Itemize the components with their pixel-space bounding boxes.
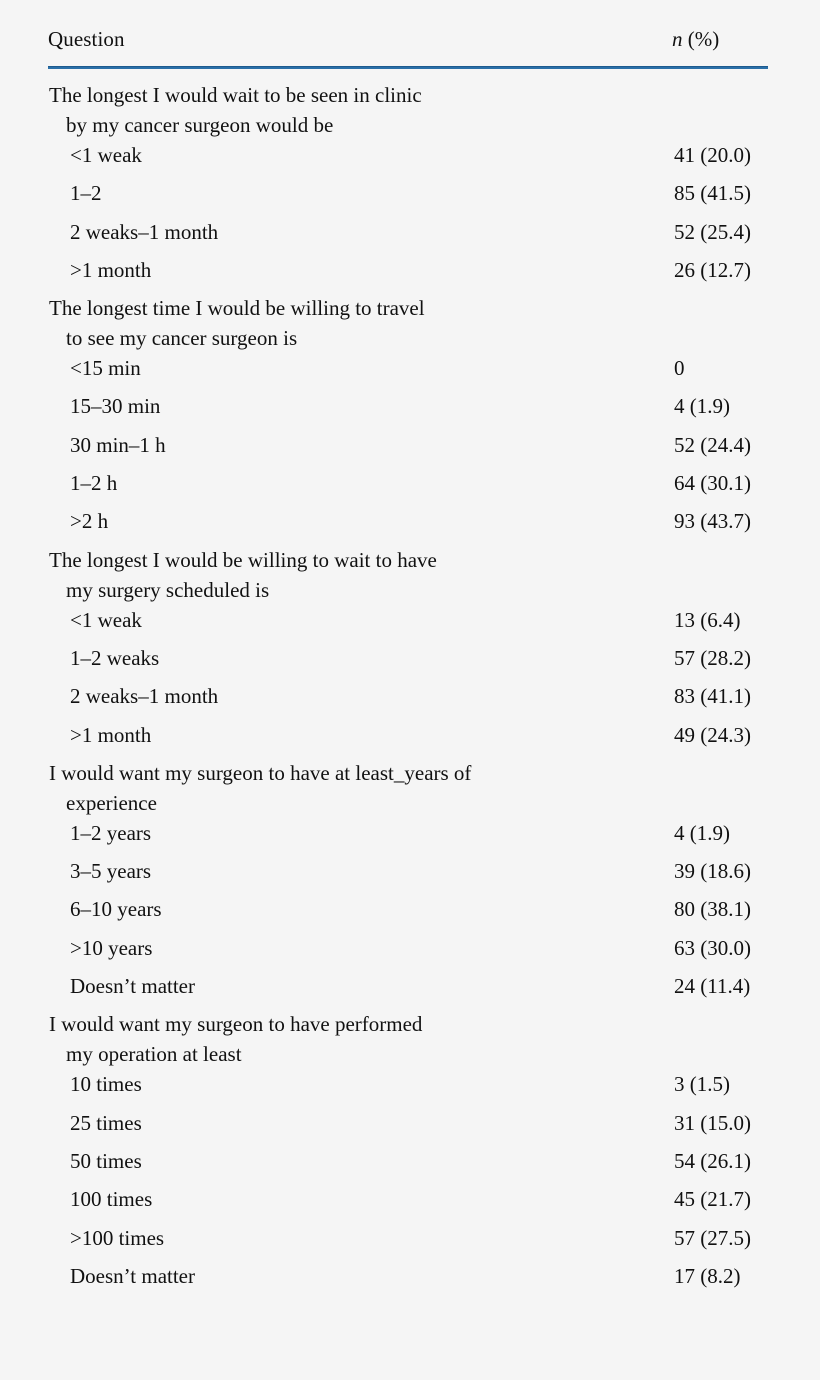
answer-option-label: 3–5 years: [70, 859, 152, 884]
answer-option-label: 10 times: [70, 1072, 142, 1097]
table-row: [48, 681, 770, 719]
table-row: [48, 1069, 770, 1107]
table-row: [48, 506, 770, 544]
table-row: [48, 430, 770, 468]
question-line-primary: The longest I would wait to be seen in clinic: [49, 83, 422, 107]
answer-count-percent: 26 (12.7): [674, 257, 751, 282]
question-line-continuation: by my cancer surgeon would be: [66, 113, 334, 137]
table-row: [48, 1108, 770, 1146]
question-text: [49, 1009, 770, 1069]
question-line-continuation: my operation at least: [66, 1042, 242, 1067]
table-header-row: [48, 26, 770, 64]
answer-count-percent: 4 (1.9): [674, 394, 730, 419]
column-header-n-symbol: n: [672, 27, 683, 51]
question-line-primary: I would want my surgeon to have at least_years of: [49, 760, 472, 785]
question-line-continuation: my surgery scheduled is: [66, 577, 270, 602]
answer-option-label: 1–2: [70, 181, 102, 206]
table-row: [48, 720, 770, 758]
answer-count-percent: 49 (24.3): [674, 722, 751, 747]
column-header-percent-text: (%): [682, 27, 720, 51]
question-group: [48, 545, 770, 758]
answer-count-percent: 31 (15.0): [674, 1110, 751, 1135]
answer-count-percent: 17 (8.2): [674, 1263, 741, 1288]
answer-option-label: >1 month: [70, 257, 152, 282]
answer-option-label: Doesn’t matter: [70, 1263, 195, 1288]
question-line-primary: The longest I would be willing to wait to have: [49, 547, 437, 572]
table-row: [48, 1223, 770, 1261]
header-rule: [48, 66, 768, 69]
answer-option-label: 6–10 years: [70, 897, 162, 922]
answer-option-label: 15–30 min: [70, 394, 161, 419]
column-header-n-percent: [672, 26, 770, 52]
answer-option-label: 1–2 h: [70, 471, 118, 496]
answer-count-percent: 52 (24.4): [674, 432, 751, 457]
answer-option-label: 1–2 weaks: [70, 645, 160, 670]
answer-option-label: >10 years: [70, 935, 153, 960]
answer-count-percent: 3 (1.5): [674, 1072, 730, 1097]
question-group: [48, 1009, 770, 1299]
table-row: [48, 140, 770, 178]
survey-results-table: [48, 26, 770, 1299]
question-text: [49, 758, 770, 818]
answer-option-label: <1 weak: [70, 143, 142, 167]
answer-count-percent: 85 (41.5): [674, 181, 751, 206]
table-row: [48, 353, 770, 391]
question-line-primary: The longest time I would be willing to travel: [49, 296, 425, 321]
answer-count-percent: 45 (21.7): [674, 1187, 751, 1212]
table-row: [48, 1261, 770, 1299]
table-row: [48, 643, 770, 681]
answer-count-percent: 57 (27.5): [674, 1225, 751, 1250]
answer-count-percent: 64 (30.1): [674, 471, 751, 496]
answer-option-label: 50 times: [70, 1148, 142, 1173]
table-row: [48, 468, 770, 506]
answer-count-percent: 63 (30.0): [674, 935, 751, 960]
question-line-continuation: to see my cancer surgeon is: [66, 326, 298, 351]
table-row: [48, 1184, 770, 1222]
table-row: [48, 856, 770, 894]
question-group: [48, 80, 770, 293]
answer-count-percent: 83 (41.1): [674, 684, 751, 709]
answer-option-label: 2 weaks–1 month: [70, 684, 219, 709]
answer-count-percent: 24 (11.4): [674, 974, 751, 999]
question-group: [48, 758, 770, 1009]
answer-count-percent: 93 (43.7): [674, 509, 751, 534]
table-row: [48, 818, 770, 856]
answer-option-label: Doesn’t matter: [70, 974, 195, 999]
answer-count-percent: 13 (6.4): [674, 607, 741, 632]
question-line-primary: I would want my surgeon to have performed: [49, 1012, 423, 1037]
answer-option-label: 30 min–1 h: [70, 432, 166, 457]
table-row: [48, 894, 770, 932]
answer-option-label: 2 weaks–1 month: [70, 219, 219, 244]
table-row: [48, 217, 770, 255]
question-group: [48, 293, 770, 544]
answer-count-percent: 54 (26.1): [674, 1148, 751, 1173]
answer-count-percent: 57 (28.2): [674, 645, 751, 670]
question-text: [49, 80, 770, 140]
answer-count-percent: 52 (25.4): [674, 219, 751, 244]
answer-count-percent: 39 (18.6): [674, 859, 751, 884]
table-row: [48, 391, 770, 429]
table-row: [48, 255, 770, 293]
answer-option-label: <15 min: [70, 356, 141, 381]
answer-option-label: 100 times: [70, 1187, 153, 1212]
answer-option-label: 25 times: [70, 1110, 142, 1135]
column-header-question: Question: [48, 27, 125, 51]
question-line-continuation: experience: [66, 790, 157, 815]
answer-option-label: >2 h: [70, 509, 109, 534]
answer-count-percent: 41 (20.0): [674, 143, 751, 167]
question-text: [49, 545, 770, 605]
table-row: [48, 178, 770, 216]
table-body: [48, 80, 770, 1299]
question-text: [49, 293, 770, 353]
answer-option-label: 1–2 years: [70, 820, 152, 845]
answer-count-percent: 4 (1.9): [674, 820, 730, 845]
answer-option-label: >1 month: [70, 722, 152, 747]
table-row: [48, 971, 770, 1009]
table-row: [48, 1146, 770, 1184]
table-row: [48, 933, 770, 971]
answer-option-label: >100 times: [70, 1225, 165, 1250]
answer-count-percent: 0: [674, 356, 685, 381]
table-row: [48, 605, 770, 643]
answer-count-percent: 80 (38.1): [674, 897, 751, 922]
answer-option-label: <1 weak: [70, 607, 142, 632]
